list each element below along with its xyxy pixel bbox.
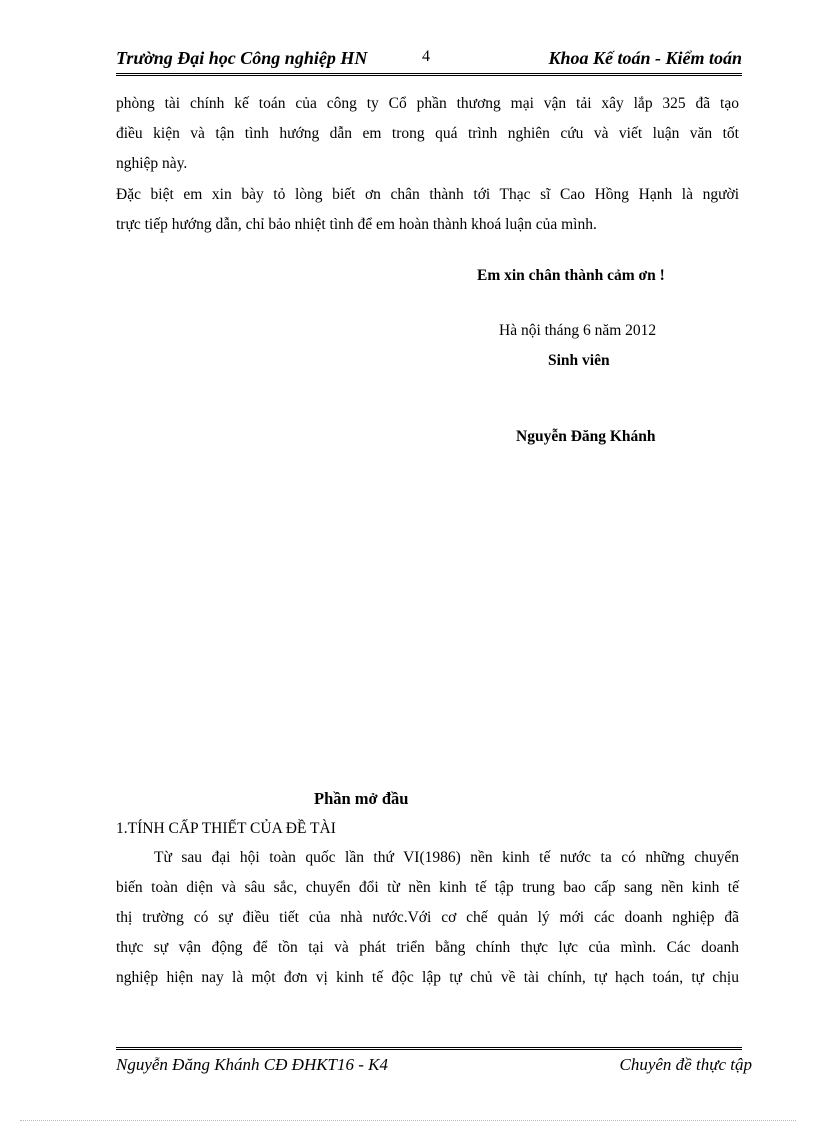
header-rule xyxy=(116,73,742,76)
closing-thanks: Em xin chân thành cảm ơn ! xyxy=(477,267,665,284)
thanks-paragraph-2 xyxy=(116,180,739,240)
paragraph-line: nghiệp này. xyxy=(116,155,188,172)
paragraph-line: điều kiện và tận tình hướng dẫn em trong quá trình nghiên cứu và viết luận văn tốt xyxy=(116,125,739,142)
paragraph-line: trực tiếp hướng dẫn, chỉ bảo nhiệt tình để em hoàn thành khoá luận của mình. xyxy=(116,216,597,233)
paragraph-line: Đặc biệt em xin bày tỏ lòng biết ơn chân thành tới Thạc sĩ Cao Hồng Hạnh là người xyxy=(116,186,739,203)
section-heading: 1.TÍNH CẤP THIẾT CỦA ĐỀ TÀI xyxy=(116,820,336,837)
signature-date: Hà nội tháng 6 năm 2012 xyxy=(499,322,657,339)
header-department: Khoa Kế toán - Kiểm toán xyxy=(548,48,742,68)
paragraph-line: thị trường có sự điều tiết của nhà nước.Với cơ chế quản lý mới các doanh nghiệp đã xyxy=(116,909,739,926)
paragraph-line: thực sự vận động để tồn tại và phát triển bằng chính thực lực của mình. Các doanh xyxy=(116,939,739,956)
page-number: 4 xyxy=(422,48,430,65)
page-header xyxy=(116,48,742,74)
signature-role: Sinh viên xyxy=(548,352,610,369)
paragraph-line: nghiệp hiện nay là một đơn vị kinh tế độc lập tự chủ về tài chính, tự hạch toán, tự chịu xyxy=(116,969,739,986)
paragraph-line: phòng tài chính kế toán của công ty Cổ phần thương mại vận tải xây lắp 325 đã tạo xyxy=(116,95,739,112)
header-school: Trường Đại học Công nghiệp HN xyxy=(116,48,368,68)
page-bottom-border xyxy=(20,1120,796,1121)
intro-paragraph xyxy=(116,843,739,993)
section-title: Phần mở đầu xyxy=(314,789,409,808)
signature-name: Nguyễn Đăng Khánh xyxy=(516,428,656,445)
footer-doc-type: Chuyên đề thực tập xyxy=(619,1055,752,1074)
paragraph-line: biến toàn diện và sâu sắc, chuyển đổi từ nền kinh tế tập trung bao cấp sang nền kinh tế xyxy=(116,879,739,896)
footer-author: Nguyễn Đăng Khánh CĐ ĐHKT16 - K4 xyxy=(116,1055,389,1074)
thanks-paragraph-1 xyxy=(116,89,739,179)
paragraph-line: Từ sau đại hội toàn quốc lần thứ VI(1986) nền kinh tế nước ta có những chuyển xyxy=(154,849,739,866)
footer-rule xyxy=(116,1047,742,1050)
